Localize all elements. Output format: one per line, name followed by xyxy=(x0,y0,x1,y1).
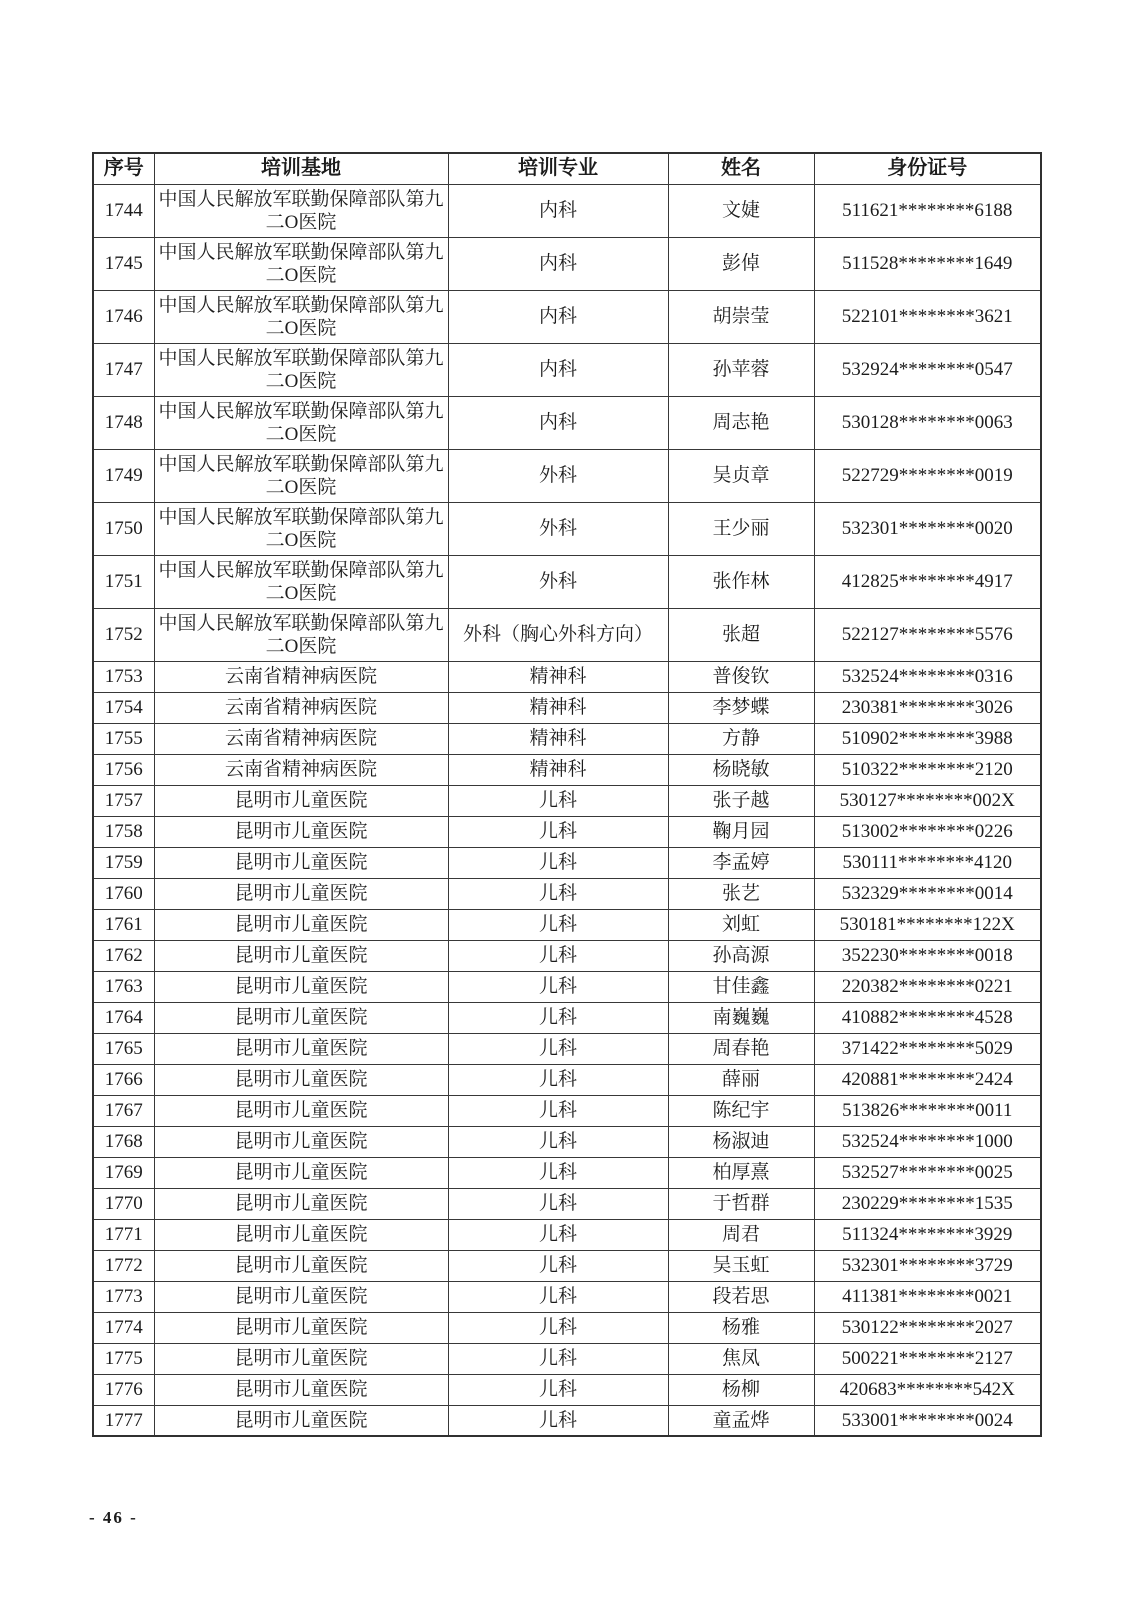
cell-id-number: 532329********0014 xyxy=(814,878,1041,909)
cell-index: 1763 xyxy=(93,971,154,1002)
cell-id-number: 410882********4528 xyxy=(814,1002,1041,1033)
cell-index: 1746 xyxy=(93,290,154,343)
cell-training-specialty: 儿科 xyxy=(448,909,668,940)
cell-trainee-name: 周君 xyxy=(668,1219,814,1250)
column-header-3: 姓名 xyxy=(668,153,814,184)
table-row xyxy=(93,878,1041,909)
cell-training-base: 中国人民解放军联勤保障部队第九二O医院 xyxy=(154,237,448,290)
table-row xyxy=(93,502,1041,555)
table-row xyxy=(93,1095,1041,1126)
cell-training-specialty: 内科 xyxy=(448,237,668,290)
table-row xyxy=(93,184,1041,237)
cell-training-base: 昆明市儿童医院 xyxy=(154,1374,448,1405)
cell-trainee-name: 张子越 xyxy=(668,785,814,816)
cell-trainee-name: 杨雅 xyxy=(668,1312,814,1343)
cell-index: 1777 xyxy=(93,1405,154,1436)
cell-id-number: 352230********0018 xyxy=(814,940,1041,971)
cell-trainee-name: 吴贞章 xyxy=(668,449,814,502)
cell-id-number: 530128********0063 xyxy=(814,396,1041,449)
cell-training-specialty: 儿科 xyxy=(448,1343,668,1374)
cell-trainee-name: 于哲群 xyxy=(668,1188,814,1219)
cell-id-number: 510902********3988 xyxy=(814,723,1041,754)
cell-id-number: 500221********2127 xyxy=(814,1343,1041,1374)
cell-training-specialty: 外科 xyxy=(448,555,668,608)
cell-training-base: 昆明市儿童医院 xyxy=(154,1343,448,1374)
cell-training-base: 昆明市儿童医院 xyxy=(154,971,448,1002)
table-row xyxy=(93,1219,1041,1250)
cell-training-base: 昆明市儿童医院 xyxy=(154,1250,448,1281)
cell-id-number: 532301********3729 xyxy=(814,1250,1041,1281)
cell-id-number: 220382********0221 xyxy=(814,971,1041,1002)
cell-index: 1761 xyxy=(93,909,154,940)
cell-id-number: 513826********0011 xyxy=(814,1095,1041,1126)
table-row xyxy=(93,1374,1041,1405)
cell-trainee-name: 鞠月园 xyxy=(668,816,814,847)
cell-id-number: 230381********3026 xyxy=(814,692,1041,723)
table-row xyxy=(93,847,1041,878)
cell-id-number: 532924********0547 xyxy=(814,343,1041,396)
cell-training-base: 昆明市儿童医院 xyxy=(154,1312,448,1343)
table-body xyxy=(93,184,1041,1436)
resident-training-roster-table xyxy=(92,152,1042,1437)
cell-training-specialty: 外科 xyxy=(448,502,668,555)
cell-training-base: 中国人民解放军联勤保障部队第九二O医院 xyxy=(154,290,448,343)
cell-training-base: 中国人民解放军联勤保障部队第九二O医院 xyxy=(154,396,448,449)
cell-training-base: 昆明市儿童医院 xyxy=(154,1033,448,1064)
cell-id-number: 522127********5576 xyxy=(814,608,1041,661)
cell-index: 1767 xyxy=(93,1095,154,1126)
cell-training-specialty: 儿科 xyxy=(448,1312,668,1343)
cell-trainee-name: 李梦蝶 xyxy=(668,692,814,723)
table-row xyxy=(93,1405,1041,1436)
cell-index: 1755 xyxy=(93,723,154,754)
cell-training-base: 昆明市儿童医院 xyxy=(154,816,448,847)
cell-training-base: 昆明市儿童医院 xyxy=(154,785,448,816)
cell-trainee-name: 张艺 xyxy=(668,878,814,909)
cell-index: 1773 xyxy=(93,1281,154,1312)
cell-training-specialty: 儿科 xyxy=(448,1219,668,1250)
cell-trainee-name: 普俊钦 xyxy=(668,661,814,692)
cell-training-specialty: 儿科 xyxy=(448,1188,668,1219)
cell-index: 1753 xyxy=(93,661,154,692)
cell-training-specialty: 儿科 xyxy=(448,1405,668,1436)
cell-trainee-name: 方静 xyxy=(668,723,814,754)
table-row xyxy=(93,343,1041,396)
cell-id-number: 230229********1535 xyxy=(814,1188,1041,1219)
cell-training-base: 中国人民解放军联勤保障部队第九二O医院 xyxy=(154,608,448,661)
cell-training-specialty: 精神科 xyxy=(448,661,668,692)
cell-training-base: 中国人民解放军联勤保障部队第九二O医院 xyxy=(154,555,448,608)
cell-training-base: 昆明市儿童医院 xyxy=(154,1157,448,1188)
cell-id-number: 511324********3929 xyxy=(814,1219,1041,1250)
cell-training-base: 昆明市儿童医院 xyxy=(154,1064,448,1095)
table-row xyxy=(93,754,1041,785)
cell-id-number: 511528********1649 xyxy=(814,237,1041,290)
cell-index: 1776 xyxy=(93,1374,154,1405)
cell-trainee-name: 文婕 xyxy=(668,184,814,237)
cell-id-number: 511621********6188 xyxy=(814,184,1041,237)
cell-training-base: 昆明市儿童医院 xyxy=(154,940,448,971)
table-row xyxy=(93,1312,1041,1343)
table-row xyxy=(93,1126,1041,1157)
cell-training-specialty: 儿科 xyxy=(448,1033,668,1064)
cell-training-specialty: 内科 xyxy=(448,343,668,396)
table-row xyxy=(93,816,1041,847)
cell-training-base: 云南省精神病医院 xyxy=(154,723,448,754)
cell-training-base: 昆明市儿童医院 xyxy=(154,1219,448,1250)
cell-training-base: 昆明市儿童医院 xyxy=(154,909,448,940)
cell-trainee-name: 李孟婷 xyxy=(668,847,814,878)
cell-index: 1752 xyxy=(93,608,154,661)
cell-id-number: 420881********2424 xyxy=(814,1064,1041,1095)
cell-index: 1758 xyxy=(93,816,154,847)
cell-id-number: 530181********122X xyxy=(814,909,1041,940)
cell-index: 1757 xyxy=(93,785,154,816)
cell-index: 1769 xyxy=(93,1157,154,1188)
cell-training-specialty: 儿科 xyxy=(448,1250,668,1281)
cell-training-base: 云南省精神病医院 xyxy=(154,661,448,692)
cell-training-specialty: 儿科 xyxy=(448,1157,668,1188)
cell-training-base: 昆明市儿童医院 xyxy=(154,1126,448,1157)
cell-training-specialty: 儿科 xyxy=(448,1126,668,1157)
cell-id-number: 510322********2120 xyxy=(814,754,1041,785)
cell-id-number: 533001********0024 xyxy=(814,1405,1041,1436)
cell-index: 1745 xyxy=(93,237,154,290)
cell-index: 1770 xyxy=(93,1188,154,1219)
cell-training-base: 云南省精神病医院 xyxy=(154,754,448,785)
cell-index: 1749 xyxy=(93,449,154,502)
cell-training-specialty: 儿科 xyxy=(448,940,668,971)
table-row xyxy=(93,971,1041,1002)
table-row xyxy=(93,940,1041,971)
cell-trainee-name: 孙高源 xyxy=(668,940,814,971)
column-header-2: 培训专业 xyxy=(448,153,668,184)
cell-index: 1760 xyxy=(93,878,154,909)
cell-training-specialty: 儿科 xyxy=(448,1064,668,1095)
table-row xyxy=(93,1157,1041,1188)
cell-id-number: 513002********0226 xyxy=(814,816,1041,847)
cell-training-specialty: 儿科 xyxy=(448,1095,668,1126)
cell-id-number: 530111********4120 xyxy=(814,847,1041,878)
cell-training-specialty: 儿科 xyxy=(448,1281,668,1312)
table-row xyxy=(93,237,1041,290)
cell-index: 1756 xyxy=(93,754,154,785)
cell-training-specialty: 外科 xyxy=(448,449,668,502)
cell-training-base: 昆明市儿童医院 xyxy=(154,878,448,909)
cell-index: 1766 xyxy=(93,1064,154,1095)
table-row xyxy=(93,909,1041,940)
cell-trainee-name: 孙苹蓉 xyxy=(668,343,814,396)
cell-training-base: 中国人民解放军联勤保障部队第九二O医院 xyxy=(154,449,448,502)
cell-training-specialty: 内科 xyxy=(448,290,668,343)
cell-training-base: 昆明市儿童医院 xyxy=(154,1188,448,1219)
cell-training-specialty: 外科（胸心外科方向） xyxy=(448,608,668,661)
cell-trainee-name: 吴玉虹 xyxy=(668,1250,814,1281)
table-row xyxy=(93,449,1041,502)
cell-training-specialty: 精神科 xyxy=(448,754,668,785)
cell-id-number: 530127********002X xyxy=(814,785,1041,816)
cell-trainee-name: 王少丽 xyxy=(668,502,814,555)
cell-training-base: 中国人民解放军联勤保障部队第九二O医院 xyxy=(154,184,448,237)
cell-index: 1762 xyxy=(93,940,154,971)
cell-trainee-name: 焦凤 xyxy=(668,1343,814,1374)
cell-trainee-name: 南巍巍 xyxy=(668,1002,814,1033)
cell-index: 1764 xyxy=(93,1002,154,1033)
cell-index: 1775 xyxy=(93,1343,154,1374)
cell-id-number: 532524********1000 xyxy=(814,1126,1041,1157)
table-row xyxy=(93,1033,1041,1064)
cell-training-base: 云南省精神病医院 xyxy=(154,692,448,723)
table-row xyxy=(93,396,1041,449)
cell-trainee-name: 周春艳 xyxy=(668,1033,814,1064)
cell-index: 1765 xyxy=(93,1033,154,1064)
cell-id-number: 532527********0025 xyxy=(814,1157,1041,1188)
cell-trainee-name: 杨柳 xyxy=(668,1374,814,1405)
cell-trainee-name: 柏厚熹 xyxy=(668,1157,814,1188)
cell-training-specialty: 儿科 xyxy=(448,1002,668,1033)
cell-training-base: 中国人民解放军联勤保障部队第九二O医院 xyxy=(154,502,448,555)
table-row xyxy=(93,608,1041,661)
cell-index: 1751 xyxy=(93,555,154,608)
table-row xyxy=(93,290,1041,343)
table-row xyxy=(93,1250,1041,1281)
cell-training-specialty: 儿科 xyxy=(448,1374,668,1405)
cell-id-number: 420683********542X xyxy=(814,1374,1041,1405)
cell-training-specialty: 儿科 xyxy=(448,878,668,909)
page-number: - 46 - xyxy=(89,1508,138,1527)
cell-index: 1771 xyxy=(93,1219,154,1250)
cell-training-specialty: 儿科 xyxy=(448,847,668,878)
table-row xyxy=(93,1064,1041,1095)
column-header-4: 身份证号 xyxy=(814,153,1041,184)
cell-trainee-name: 彭倬 xyxy=(668,237,814,290)
cell-index: 1754 xyxy=(93,692,154,723)
cell-trainee-name: 杨淑迪 xyxy=(668,1126,814,1157)
cell-trainee-name: 杨晓敏 xyxy=(668,754,814,785)
cell-id-number: 530122********2027 xyxy=(814,1312,1041,1343)
cell-training-specialty: 儿科 xyxy=(448,785,668,816)
cell-id-number: 412825********4917 xyxy=(814,555,1041,608)
table-row xyxy=(93,661,1041,692)
column-header-0: 序号 xyxy=(93,153,154,184)
column-header-1: 培训基地 xyxy=(154,153,448,184)
cell-id-number: 371422********5029 xyxy=(814,1033,1041,1064)
cell-index: 1744 xyxy=(93,184,154,237)
cell-trainee-name: 张作林 xyxy=(668,555,814,608)
cell-training-base: 昆明市儿童医院 xyxy=(154,1095,448,1126)
cell-training-base: 昆明市儿童医院 xyxy=(154,1002,448,1033)
table-row xyxy=(93,1002,1041,1033)
cell-id-number: 532524********0316 xyxy=(814,661,1041,692)
table-row xyxy=(93,785,1041,816)
cell-trainee-name: 甘佳鑫 xyxy=(668,971,814,1002)
cell-trainee-name: 段若思 xyxy=(668,1281,814,1312)
cell-training-base: 昆明市儿童医院 xyxy=(154,847,448,878)
cell-training-base: 中国人民解放军联勤保障部队第九二O医院 xyxy=(154,343,448,396)
cell-index: 1772 xyxy=(93,1250,154,1281)
cell-trainee-name: 刘虹 xyxy=(668,909,814,940)
cell-id-number: 522729********0019 xyxy=(814,449,1041,502)
cell-trainee-name: 薛丽 xyxy=(668,1064,814,1095)
cell-training-specialty: 内科 xyxy=(448,396,668,449)
cell-id-number: 411381********0021 xyxy=(814,1281,1041,1312)
table-row xyxy=(93,723,1041,754)
cell-training-specialty: 儿科 xyxy=(448,816,668,847)
cell-training-specialty: 内科 xyxy=(448,184,668,237)
cell-training-specialty: 儿科 xyxy=(448,971,668,1002)
table-row xyxy=(93,692,1041,723)
cell-id-number: 522101********3621 xyxy=(814,290,1041,343)
table-row xyxy=(93,1188,1041,1219)
cell-index: 1747 xyxy=(93,343,154,396)
cell-trainee-name: 陈纪宇 xyxy=(668,1095,814,1126)
cell-training-specialty: 精神科 xyxy=(448,723,668,754)
cell-index: 1774 xyxy=(93,1312,154,1343)
cell-index: 1759 xyxy=(93,847,154,878)
cell-training-base: 昆明市儿童医院 xyxy=(154,1405,448,1436)
cell-trainee-name: 童孟烨 xyxy=(668,1405,814,1436)
cell-training-base: 昆明市儿童医院 xyxy=(154,1281,448,1312)
cell-index: 1750 xyxy=(93,502,154,555)
cell-trainee-name: 张超 xyxy=(668,608,814,661)
table-row xyxy=(93,1343,1041,1374)
table-header-row xyxy=(93,153,1041,184)
cell-index: 1768 xyxy=(93,1126,154,1157)
cell-trainee-name: 胡崇莹 xyxy=(668,290,814,343)
cell-index: 1748 xyxy=(93,396,154,449)
cell-training-specialty: 精神科 xyxy=(448,692,668,723)
cell-id-number: 532301********0020 xyxy=(814,502,1041,555)
table-row xyxy=(93,555,1041,608)
table-row xyxy=(93,1281,1041,1312)
cell-trainee-name: 周志艳 xyxy=(668,396,814,449)
